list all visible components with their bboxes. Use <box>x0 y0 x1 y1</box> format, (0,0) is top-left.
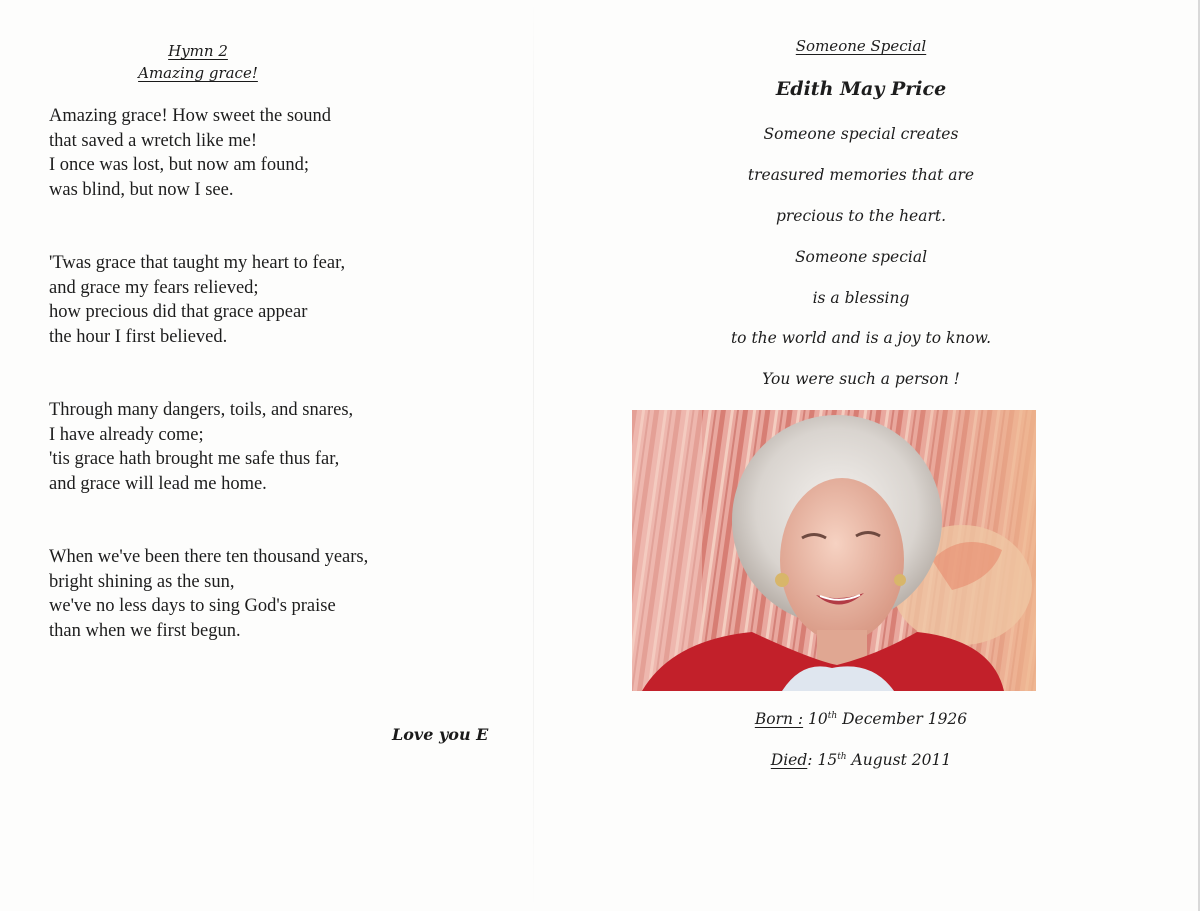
hymn-number: Hymn 2 <box>168 42 228 60</box>
poem-line: is a blessing <box>812 289 910 307</box>
verse-line: and grace my fears relieved; <box>49 277 259 298</box>
verse-line: When we've been there ten thousand years, <box>49 547 369 567</box>
died-label: Died <box>770 751 808 769</box>
poem-line: precious to the heart. <box>775 207 947 225</box>
verse-line: how precious did that grace appear <box>49 302 308 322</box>
poem-line: Someone special creates <box>763 125 959 143</box>
born-day: 10 <box>808 710 828 728</box>
poem-line: treasured memories that are <box>747 166 975 184</box>
died-sep: : <box>807 751 813 769</box>
page-fold <box>533 0 534 911</box>
died-rest: August 2011 <box>851 751 952 769</box>
verse-line: I once was lost, but now am found; <box>49 155 309 175</box>
portrait-image <box>632 410 1036 691</box>
deceased-name: Edith May Price <box>775 78 947 100</box>
hymn-verse-1 <box>49 104 331 202</box>
poem-line: to the world and is a joy to know. <box>730 329 992 347</box>
verse-line: and grace will lead me home. <box>49 473 267 494</box>
poem-line: Someone special <box>794 248 928 266</box>
born-rest: December 1926 <box>842 710 968 728</box>
poem-line: You were such a person ! <box>762 370 960 388</box>
verse-line: Through many dangers, toils, and snares, <box>49 400 354 420</box>
verse-line: that saved a wretch like me! <box>49 130 258 151</box>
born-label: Born : <box>754 710 804 728</box>
verse-line: Amazing grace! How sweet the sound <box>49 106 332 126</box>
verse-line: 'Twas grace that taught my heart to fear, <box>49 253 346 273</box>
verse-line: 'tis grace hath brought me safe thus far, <box>49 449 340 469</box>
died-suffix: th <box>837 751 847 762</box>
verse-line: than when we first begun. <box>49 620 241 641</box>
born-suffix: th <box>827 710 838 721</box>
died-day: 15 <box>817 751 838 769</box>
verse-line: bright shining as the sun, <box>49 571 235 592</box>
tribute-heading: Someone Special <box>795 37 927 55</box>
portrait-photo <box>632 410 1036 691</box>
hymn-title: Amazing grace! <box>138 64 258 82</box>
hymn-verse-3 <box>49 398 353 496</box>
hymn-verse-2 <box>49 251 345 349</box>
born-date <box>661 710 1061 728</box>
verse-line: we've no less days to sing God's praise <box>49 596 336 616</box>
verse-line: I have already come; <box>49 424 204 445</box>
verse-line: was blind, but now I see. <box>49 179 234 200</box>
hymn-verse-4 <box>49 545 368 643</box>
signoff: Love you E <box>392 725 489 744</box>
died-date <box>661 751 1061 769</box>
verse-line: the hour I first believed. <box>49 326 228 347</box>
